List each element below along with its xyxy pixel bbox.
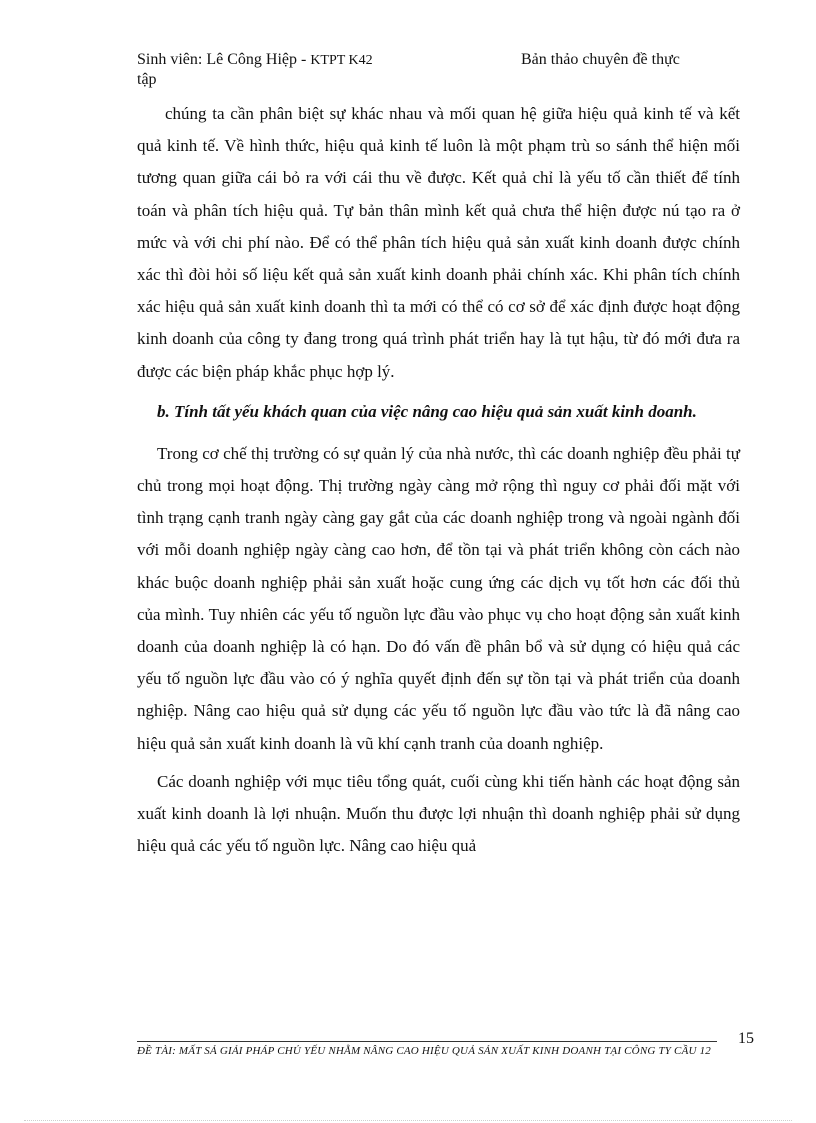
page-number: 15 <box>738 1030 754 1047</box>
header-author <box>137 50 373 71</box>
header-author-name: Sinh viên: Lê Công Hiệp - <box>137 51 311 68</box>
paragraph-3: Các doanh nghiệp với mục tiêu tổng quát, cuối cùng khi tiến hành các hoạt động sản xuất kinh doanh là lợi nhuận. Muốn thu được lợi nhuận thì doanh nghiệp phải sử dụng hiệu quả các yếu tố nguồn lực. Nâng cao hiệu quả <box>137 771 740 856</box>
page-edge-dots <box>24 1120 792 1121</box>
header-class: KTPT K42 <box>310 53 373 68</box>
footer-divider <box>137 1041 717 1042</box>
header-doc-title: Bản thảo chuyên đề thực <box>521 51 680 68</box>
paragraph-2: Trong cơ chế thị trường có sự quản lý của nhà nước, thì các doanh nghiệp đều phải tự chủ trong mọi hoạt động. Thị trường ngày càng mở rộng thì nguy cơ phải đối mặt với tình trạng cạnh tranh ngày càng gay gắt của các doanh nghiệp trong và ngoài ngành đối với mỗi doanh nghiệp ngày càng cao hơn, để tồn tại và phát triển không còn cách nào khác buộc doanh nghiệp phải sản xuất hoặc cung ứng các dịch vụ tốt hơn các đối thủ của mình. Tuy nhiên các yếu tố nguồn lực đầu vào phục vụ cho hoạt động sản xuất kinh doanh của doanh nghiệp là có hạn. Do đó vấn đề phân bổ và sử dụng có hiệu quả các yếu tố nguồn lực đầu vào có ý nghĩa quyết định đến sự tồn tại và phát triển của doanh nghiệp. Nâng cao hiệu quả sử dụng các yếu tố nguồn lực đầu vào tức là đã nâng cao hiệu quả sản xuất kinh doanh là vũ khí cạnh tranh của doanh nghiệp. <box>137 443 740 753</box>
page-footer: ĐỀ TÀI: MẤT SẢ GIẢI PHÁP CHỦ YẾU NHẰM NÂNG CAO HIỆU QUẢ SẢN XUẤT KINH DOANH TẠI CÔNG TY CẦU 12 <box>137 1045 711 1057</box>
section-heading: b. Tính tất yếu khách quan của việc nâng cao hiệu quả sản xuất kinh doanh. <box>157 401 697 421</box>
paragraph-1: chúng ta cần phân biệt sự khác nhau và mối quan hệ giữa hiệu quả kinh tế và kết quả kinh tế. Về hình thức, hiệu quả kinh tế luôn là một phạm trù so sánh thể hiện mối tương quan giữa cái bỏ ra với cái thu về được. Kết quả chỉ là yếu tố cần thiết để tính toán và phân tích hiệu quả. Tự bản thân mình kết quả chưa thể hiện được nú tạo ra ở mức và với chi phí nào. Để có thể phân tích hiệu quả sản xuất kinh doanh được chính xác thì đòi hỏi số liệu kết quả sản xuất kinh doanh phải chính xác. Khi phân tích chính xác hiệu quả sản xuất kinh doanh thì ta mới có thể có cơ sở để xác định được hoạt động kinh doanh của công ty đang trong quá trình phát triển hay là tụt hậu, từ đó mới đưa ra được các biện pháp khắc phục hợp lý. <box>137 104 740 381</box>
header-doc-title-wrap: tập <box>137 71 157 88</box>
document-body <box>137 98 740 862</box>
